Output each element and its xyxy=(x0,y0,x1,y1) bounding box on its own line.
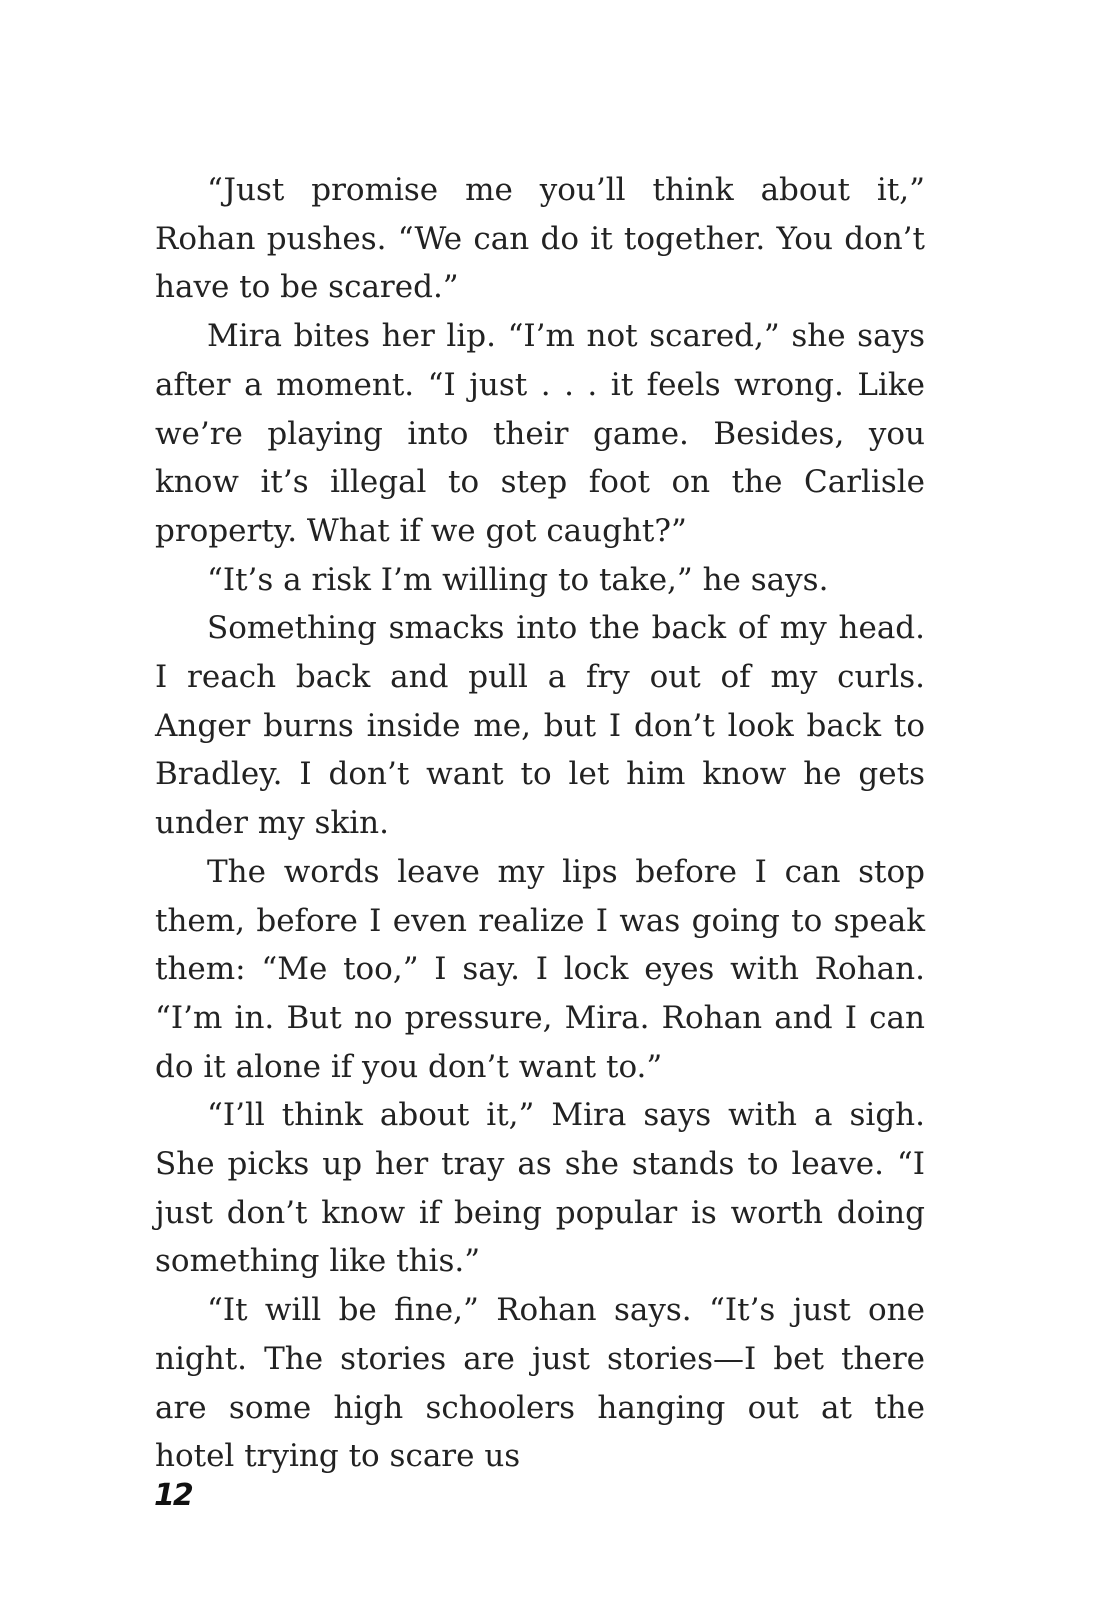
body-text xyxy=(155,166,925,1481)
paragraph-4: Something smacks into the back of my head. I reach back and pull a fry out of my curls. Anger burns inside me, but I don’t look back to Bradley. I don’t want to let him know he gets under my skin. xyxy=(155,610,925,842)
page-number: 12 xyxy=(154,1478,192,1513)
paragraph-7: “It will be fine,” Rohan says. “It’s just one night. The stories are just stories—I bet there are some high schoolers hanging out at the hotel trying to scare us xyxy=(155,1292,925,1475)
paragraph-5: The words leave my lips before I can stop them, before I even realize I was going to speak them: “Me too,” I say. I lock eyes with Rohan. “I’m in. But no pressure, Mira. Rohan and I can do it alone if you don’t want to.” xyxy=(155,853,925,1085)
paragraph-2: Mira bites her lip. “I’m not scared,” she says after a moment. “I just . . . it feels wrong. Like we’re playing into their game. Besides, you know it’s illegal to step foot on the Carlisle property. What if we got caught?” xyxy=(155,318,925,549)
paragraph-6: “I’ll think about it,” Mira says with a sigh. She picks up her tray as she stands to leave. “I just don’t know if being popular is worth doing something like this.” xyxy=(155,1097,925,1280)
paragraph-3: “It’s a risk I’m willing to take,” he says. xyxy=(207,561,829,598)
paragraph-1: “Just promise me you’ll think about it,” Rohan pushes. “We can do it together. You don’t have to be scared.” xyxy=(155,172,925,306)
